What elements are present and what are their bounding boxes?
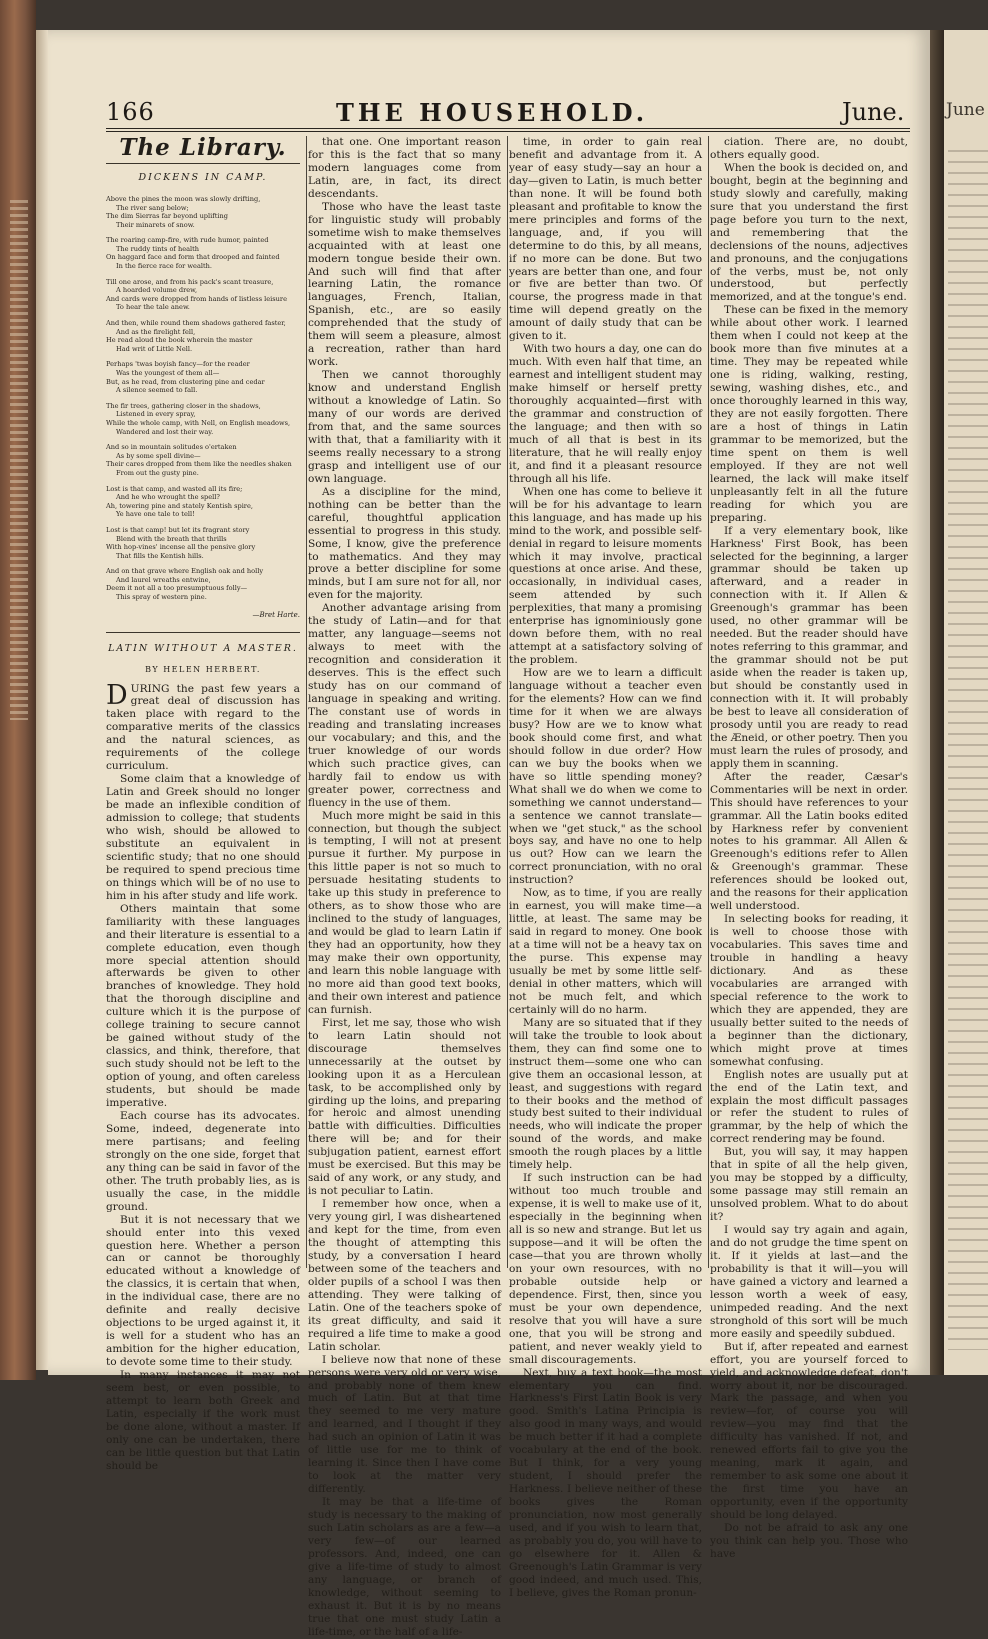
article-paragraph: In many instances it may not seem best, or even possible, to attempt to learn both Greek and Latin, especially if the work must be done alone, without a master. If only one can be undertaken, there can be little question but that Latin should be (106, 1369, 300, 1472)
column-divider-3 (708, 136, 709, 1268)
next-page-fragment (944, 30, 988, 1375)
poem-line: Their cares dropped from them like the needles shaken (106, 460, 292, 469)
poem-line: The dim Sierras far beyond uplifting (106, 212, 228, 221)
drop-cap: D (106, 679, 128, 711)
poem-line: That fills the Kentish hills. (116, 551, 204, 560)
poem-line: The fir trees, gathering closer in the shadows, (106, 401, 261, 410)
poem-line: Deem it not all a too presumptuous folly— (106, 584, 248, 593)
article-paragraph: Another advantage arising from the study of Latin—and for that matter, any language—seems not always to meet with the recognition and consideration it deserves. This is the effect such study has on our command of language in speaking and writing. The constant use of words in reading and translating increases our vocabulary; and this, and the truer knowledge of our words which such practice gives, can hardly fail to endow us with greater power, correctness and fluency in the use of them. (308, 602, 501, 809)
page-number: 166 (106, 98, 155, 126)
poem-line: To hear the tale anew. (116, 303, 190, 312)
binding-gutter (930, 30, 944, 1375)
article-paragraph: But it is not necessary that we should enter into this vexed question here. Whether a person can or cannot be thoroughly educated without a knowledge of the classics, it is certain that when, in the individual case, there are no definite and really decisive objections to be urged against it, it is well for a student who has an ambition for the higher education, to devote some time to their study. (106, 1213, 300, 1369)
poem-line: And cards were dropped from hands of listless leisure (106, 294, 287, 303)
poem-line: And on that grave where English oak and holly (106, 567, 264, 576)
article-paragraph: Now, as to time, if you are really in earnest, you will make time—a little, at least. The same may be said in regard to money. One book at a time will not be a heavy tax on the purse. This expense may usually be met by some little self-denial in other matters, which will not be much felt, and which certainly will do no harm. (509, 887, 702, 1016)
article-paragraph: These can be fixed in the memory while about other work. I learned them when I could not keep at the book more than five minutes at a time. They may be repeated while one is riding, walking, resting, sewing, washing dishes, etc., and once thoroughly learned in this way, they are not easily forgotten. There are a host of things in Latin grammar to be memorized, but the time spent on them is well employed. If they are not well learned, the lack will make itself unpleasantly felt in all the future reading for which you are preparing. (710, 304, 908, 524)
poem-stanza (106, 195, 300, 229)
article-text-col4 (710, 136, 908, 1561)
poem-line: Was the youngest of them all— (116, 369, 220, 377)
poem-line: Wandered and lost their way. (116, 427, 214, 436)
article-paragraph: If such instruction can be had without too much trouble and expense, it is well to make use of it, especially in the beginning when all is so new and strange. But let us suppose—and it will be often the case—that you are thrown wholly on your own resources, with no probable outside help or dependence. First, then, since you must be your own dependence, resolve that you will have a sure one, that you will be strong and patient, and never weakly yield to small discouragements. (509, 1172, 702, 1366)
article-paragraph: Much more might be said in this connection, but though the subject is tempting, I will not at present pursue it further. My purpose in this little paper is not so much to persuade hesitating students to take up this study in preference to others, as to show those who are inclined to the study of languages, and would be glad to learn Latin if they had an opportunity, how they may make their own opportunity, and learn this noble language with no more aid than good text books, and their own interest and patience can furnish. (308, 809, 501, 1016)
next-page-header: June (946, 100, 985, 120)
poem-stanza (106, 402, 300, 436)
poem-title: DICKENS IN CAMP. (138, 171, 268, 183)
poem-line: And as the firelight fell, (116, 327, 196, 336)
poem-line: And then, while round them shadows gathered faster, (106, 319, 286, 328)
poem-line: Perhaps 'twas boyish fancy—for the reader (106, 360, 250, 369)
article-paragraph: When one has come to believe it will be for his advantage to learn this language, and has made up his mind to the work, and possible self-denial in regard to leisure moments which it may involve, practical questions at once arise. And these, occasionally, in individual cases, seem attended by such perplexities, that many a promising enterprise has ignominiously gone down before them, with no real attempt at a satisfactory solving of the problem. (509, 485, 702, 667)
article-paragraph: Do not be afraid to ask any one you think can help you. Those who have (710, 1521, 908, 1560)
poem-line: Ah, towering pine and stately Kentish spire, (106, 501, 253, 510)
poem-line: Lost is that camp! but let its fragrant story (106, 525, 250, 534)
header-rule (106, 128, 910, 129)
article-paragraph: ciation. There are, no doubt, others equally good. (710, 136, 908, 161)
article-paragraph: If a very elementary book, like Harkness' First Book, has been selected for the beginning, a larger grammar should be taken up afterward, and a reader in connection with it. If Allen & Greenough's grammar has been used, no other grammar will be needed. But the reader should have notes referring to this grammar, and the grammar should not be put aside when the reader is taken up, but should be constantly used in connection with it. It will probably be best to leave all consideration of prosody until you are ready to read the Æneid, or other poetry. Then you must learn the rules of prosody, and apply them in scanning. (710, 524, 908, 770)
poem-line: The river sang below; (116, 203, 189, 212)
poem-stanza (106, 485, 300, 519)
article-paragraph: But if, after repeated and earnest effort, you are yourself forced to yield, and acknowledge defeat, don't worry about it, nor be discouraged. Mark the passage, and when you review—for, of course you will review—you may find that the difficulty has vanished. If not, and renewed efforts fail to give you the meaning, mark it again, and remember to ask some one about it the first time you have an opportunity, even if the opportunity should be long delayed. (710, 1340, 908, 1522)
section-rule (106, 163, 300, 164)
poem-stanza (106, 360, 300, 394)
poem-line: Above the pines the moon was slowly drifting, (106, 194, 261, 203)
poem-line: On haggard face and form that drooped and fainted (106, 253, 280, 262)
poem-stanza (106, 443, 300, 477)
column-divider-1 (306, 136, 307, 1268)
article-paragraph: Many are so situated that if they will take the trouble to look about them, they can find some one to instruct them—some one who can give them an occasional lesson, at least, and suggestions with regard to their books and the method of study best suited to their individual needs, who will indicate the proper sound of the words, and make smooth the rough places by a little timely help. (509, 1016, 702, 1172)
poem-line: Their minarets of snow. (116, 220, 195, 229)
poem-line: He read aloud the book wherein the master (106, 336, 253, 345)
poem-line: From out the gusty pine. (116, 468, 199, 477)
poem-line: With hop-vines' incense all the pensive glory (106, 543, 256, 552)
article-paragraph: In selecting books for reading, it is well to choose those with vocabularies. This saves time and trouble in handling a heavy dictionary. And as these vocabularies are arranged with special reference to the work to which they are appended, they are usually better suited to the needs of a beginner than the dictionary, which might prove at times somewhat confusing. (710, 913, 908, 1068)
poem-stanza (106, 319, 300, 353)
poem-line: Listened in every spray, (116, 410, 196, 419)
poem-stanza (106, 526, 300, 560)
article-paragraph (106, 679, 300, 774)
article-paragraph: Next, buy a text book—the most elementary you can find. Harkness's First Latin Book is very good. Smith's Latina Principia is also good in many ways, and would be much better if it had a complete vocabulary at the end of the book. But I think, for a very young student, I should prefer the Harkness. I believe neither of these books gives the Roman pronunciation, now most generally used, and if you wish to learn that, as probably you do, you will have to go elsewhere for it. Allen & Greenough's Latin Grammar is very good indeed, and much used. This, I believe, gives the Roman pronun- (509, 1366, 702, 1599)
article-paragraph: that one. One important reason for this is the fact that so many modern languages come from Latin, are, in fact, its direct descendants. (308, 136, 501, 200)
article-paragraph: Then we cannot thoroughly know and understand English without a knowledge of Latin. So many of our words are derived from that, and the same sources with that, that a familiarity with it seems really necessary to a strong grasp and intelligent use of our own language. (308, 369, 501, 485)
poem-line: As by some spell divine— (116, 451, 201, 460)
poem-line: In the fierce race for wealth. (116, 262, 212, 271)
article-paragraph: I would say try again and again, and do not grudge the time spent on it. If it yields at last—and the probability is that it will—you will have gained a victory and learned a lesson worth a week of easy, unimpeded reading. And the next stronghold of this sort will be much more easily and speedily subdued. (710, 1224, 908, 1340)
next-page-text (948, 150, 988, 1350)
paragraph-text: URING the past few years a great deal of discussion has taken place with regard to the comparative merits of the classics and the natural sciences, as requirements of the college curriculum. (106, 682, 300, 773)
article-paragraph: When the book is decided on, and bought, begin at the beginning and study slowly and carefully, making sure that you understand the first page before you turn to the next, and remembering that the declensions of the nouns, adjectives and pronouns, and the conjugations of the verbs, must be, not only understood, but perfectly memorized, and at the tongue's end. (710, 161, 908, 304)
poem-stanza (106, 278, 300, 312)
article-byline: BY HELEN HERBERT. (145, 664, 261, 674)
article-text-col3 (509, 136, 702, 1600)
section-title: The Library. (119, 134, 287, 161)
poem-line: And so in mountain solitudes o'ertaken (106, 443, 237, 452)
article-paragraph: How are we to learn a difficult language without a teacher even for the elements? How can we find time for it when we are always busy? How are we to know what book should come first, and what should follow in due order? How can we buy the books when we have so little spending money? What shall we do when we come to something we cannot understand—a sentence we cannot translate—when we "get stuck," as the school boys say, and have no one to help us out? How can we learn the correct pronunciation, with no oral instruction? (509, 667, 702, 887)
poem-line: And he who wrought the spell? (116, 493, 220, 502)
column-divider-2 (507, 136, 508, 1268)
column-1 (106, 134, 300, 1472)
poem-line: A hoarded volume drew, (116, 286, 198, 295)
poem-line: Till one arose, and from his pack's scant treasure, (106, 277, 274, 286)
column-2 (308, 136, 501, 1638)
article-paragraph: English notes are usually put at the end of the Latin text, and explain the most difficult passages or refer the student to rules of grammar, by the help of which the correct rendering may be found. (710, 1068, 908, 1146)
article-paragraph: But, you will say, it may happen that in spite of all the help given, you may be stopped by a difficulty, some passage may still remain an unsolved problem. What to do about it? (710, 1146, 908, 1224)
article-text-col1 (106, 679, 300, 1473)
article-title: LATIN WITHOUT A MASTER. (108, 642, 298, 654)
article-paragraph: I remember how once, when a very young girl, I was disheartened and kept for the time, from even the thought of attempting this study, by a conversation I heard between some of the teachers and older pupils of a school I was then attending. They were talking of Latin. One of the teachers spoke of its great difficulty, and said it required a life time to make a good Latin scholar. (308, 1198, 501, 1353)
poem-stanza (106, 567, 300, 601)
article-text-col2 (308, 136, 501, 1639)
article-paragraph: It may be that a life-time of study is necessary to the making of such Latin scholars as are a few—a very few—of our learned professors. And, indeed, one can give a life-time of study to almost any language, or branch of knowledge, without seeming to exhaust it. But it is by no means true that one must study Latin a life-time, or the half of a life- (308, 1496, 501, 1638)
header-rule-thin (106, 131, 910, 132)
poem-line: A silence seemed to fall. (116, 386, 198, 395)
poem-line: The roaring camp-fire, with rude humor, painted (106, 236, 269, 245)
article-paragraph: As a discipline for the mind, nothing can be better than the careful, thoughtful application essential to progress in this study. Some, I know, give the preference to mathematics. And they may prove a better discipline for some minds, but I am sure not for all, nor even for the majority. (308, 485, 501, 602)
poem-line: The ruddy tints of health (116, 244, 200, 253)
poem-attribution: —Bret Harte. (252, 610, 300, 619)
article-paragraph: Those who have the least taste for linguistic study will probably sometime wish to make themselves acquainted with at least one modern tongue beside their own. And such will find that after learning Latin, the romance languages, French, Italian, Spanish, etc., are so easily comprehended that the study of them will seem a pleasure, almost a recreation, rather than hard work. (308, 200, 501, 369)
poem-stanza (106, 236, 300, 270)
article-paragraph: Others maintain that some familiarity with these languages and their literature is essential to a complete education, even though more special attention should afterwards be given to other branches of knowledge. They hold that the thorough discipline and culture which it is the purpose of college training to secure cannot be gained without study of the classics, and think, therefore, that such study should not be left to the option of young, and often careless students, but should be made imperative. (106, 902, 300, 1110)
poem-line: And laurel wreaths entwine, (116, 575, 211, 584)
article-paragraph: First, let me say, those who wish to learn Latin should not discourage themselves unnecessarily at the outset by looking upon it as a Herculean task, to be accomplished only by girding up the loins, and preparing for heroic and almost unending battle with difficulties. Difficulties there will be; and for their subjugation patient, earnest effort must be exercised. But this may be said of any work, or any study, and is not peculiar to Latin. (308, 1016, 501, 1198)
page-edges (36, 30, 48, 1370)
article-paragraph: time, in order to gain real benefit and advantage from it. A year of easy study—say an hour a day—given to Latin, is much better than none. It will be found both pleasant and profitable to know the mere principles and forms of the language, and, if you will determine to do this, by all means, if no more can be done. But two years are better than one, and four or five are better than two. Of course, the progress made in that time will depend greatly on the amount of daily study that can be given to it. (509, 136, 702, 343)
article-paragraph: After the reader, Cæsar's Commentaries will be next in order. This should have references to your grammar. All the Latin books edited by Harkness refer by convenient notes to his grammar. All Allen & Greenough's editions refer to Allen & Greenough's grammar. These references should be looked out, and the reasons for their application well understood. (710, 770, 908, 913)
magazine-title: THE HOUSEHOLD. (336, 98, 649, 127)
book-spine (0, 0, 36, 1380)
poem-line: Lost is that camp, and wasted all its fire; (106, 484, 243, 493)
poem-line: This spray of western pine. (116, 593, 207, 602)
article-paragraph: Some claim that a knowledge of Latin and Greek should no longer be made an inflexible condition of admission to college; that students who wish, should be allowed to substitute an equivalent in scientific study; that no one should be required to spend precious time on things which will be of no use to him in his after study and life work. (106, 773, 300, 902)
poem-line: Blend with the breath that thrills (116, 534, 227, 543)
spine-lettering (10, 200, 28, 720)
column-4 (710, 136, 908, 1560)
article-rule (106, 632, 300, 633)
column-3 (509, 136, 702, 1599)
article-paragraph: With two hours a day, one can do much. With even half that time, an earnest and intelligent student may make himself or herself pretty thoroughly acquainted—first with the grammar and construction of the language; and then with so much of all that is best in its literature, that he will really enjoy it, and find it a pleasant resource through all his life. (509, 343, 702, 485)
article-paragraph: Each course has its advocates. Some, indeed, degenerate into mere partisans; and feeling strongly on the one side, forget that any thing can be said in favor of the other. The truth probably lies, as is usually the case, in the middle ground. (106, 1109, 300, 1213)
issue-month: June. (842, 98, 905, 126)
poem-line: While the whole camp, with Nell, on English meadows, (106, 418, 291, 427)
poem-line: But, as he read, from clustering pine and cedar (106, 377, 265, 386)
poem-line: Had writ of Little Nell. (116, 344, 193, 353)
article-paragraph: I believe now that none of these persons were very old or very wise, and probably none of them knew much of Latin. But at that time they seemed to me very mature and learned, and I thought if they had such an opinion of Latin it was of little use for me to think of learning it. Since then I have come to look at the matter very differently. (308, 1353, 501, 1496)
poem (106, 195, 300, 602)
poem-line: Ye have one tale to tell! (116, 510, 195, 519)
